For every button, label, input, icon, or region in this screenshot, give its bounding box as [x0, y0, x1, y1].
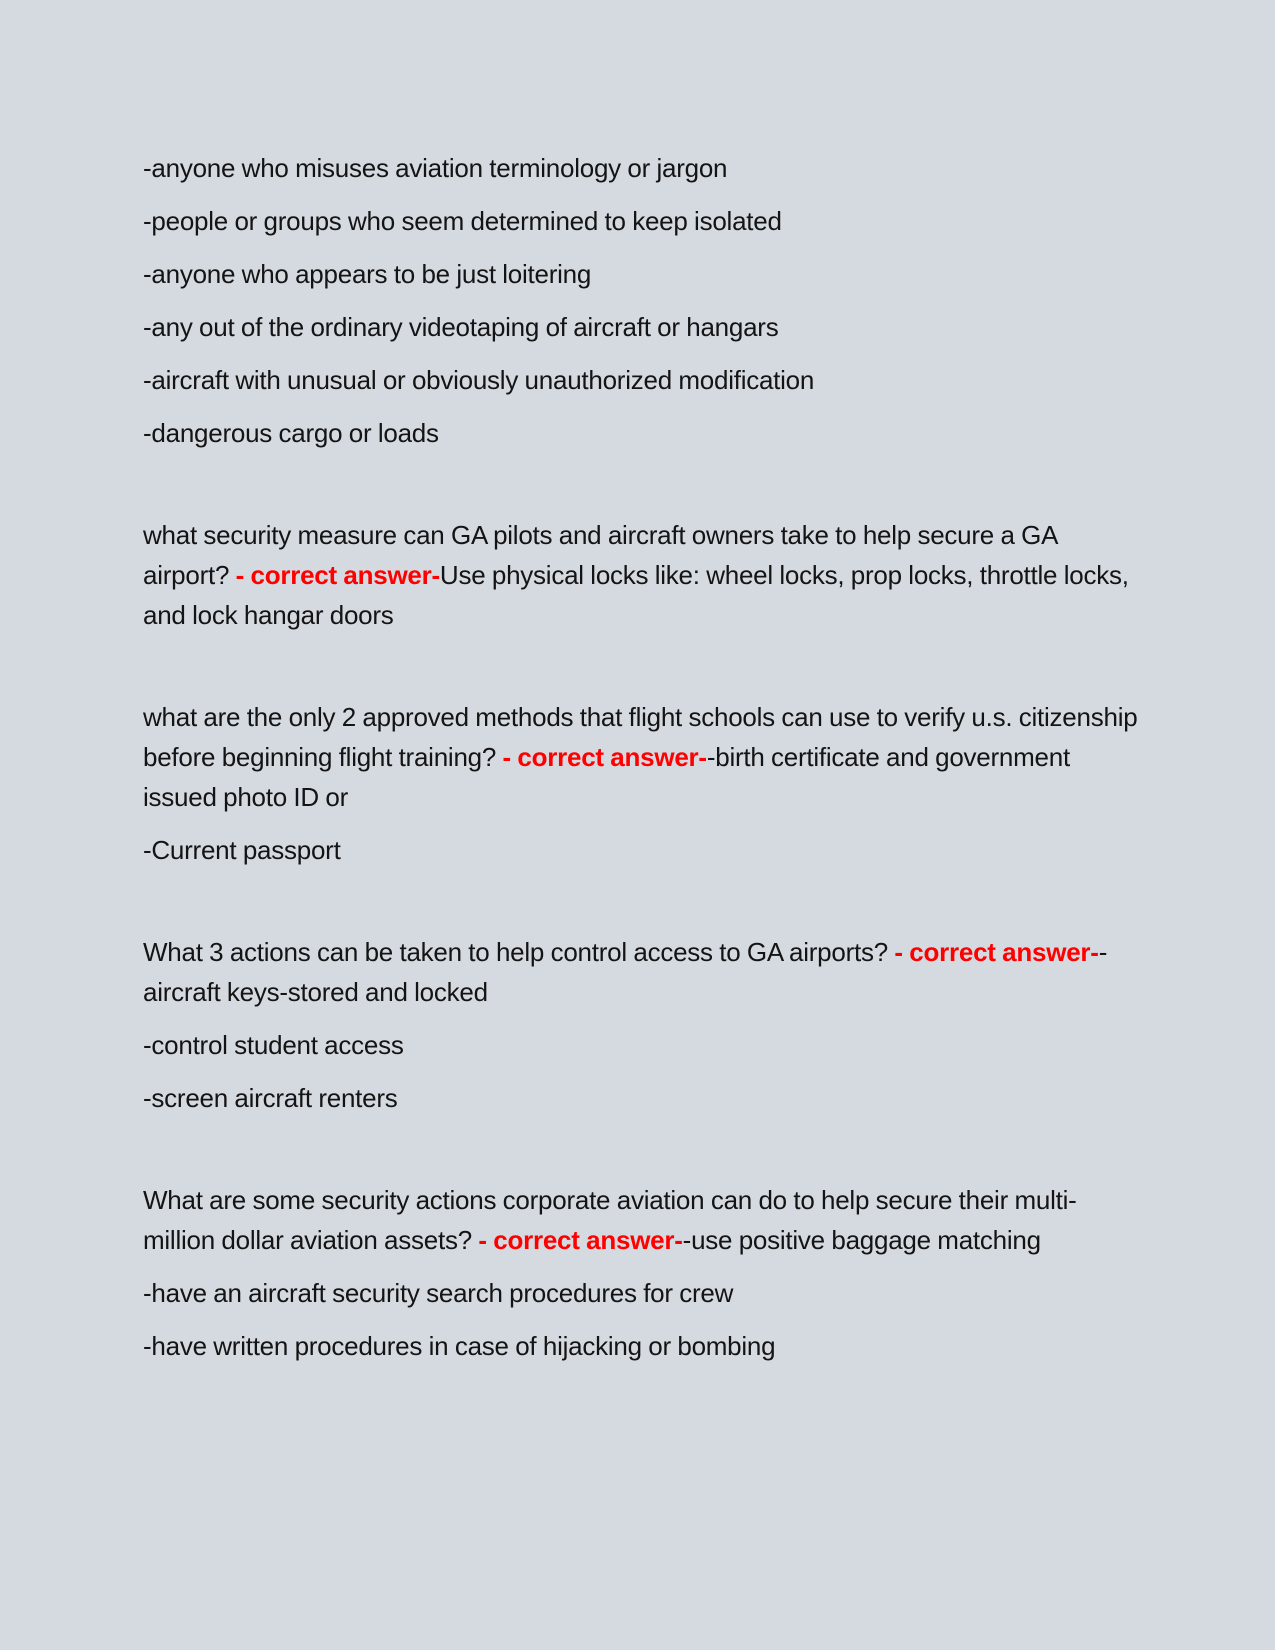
answer-text: -use positive baggage matching: [682, 1225, 1041, 1255]
bullet-line: -anyone who misuses aviation terminology or jargon: [143, 153, 728, 183]
correct-answer-marker: - correct answer-: [478, 1225, 683, 1255]
qa-paragraph: [143, 1180, 1148, 1260]
qa-paragraph: [143, 515, 1148, 635]
correct-answer-marker: - correct answer-: [502, 742, 707, 772]
bullet-line: -any out of the ordinary videotaping of aircraft or hangars: [143, 312, 779, 342]
question-text: What 3 actions can be taken to help control access to GA airports?: [143, 937, 895, 967]
question-text: what are the only 2 approved methods that flight schools can use to verify u.s. citizenship before beginning flight training?: [143, 702, 1138, 772]
qa-paragraph: [143, 932, 1148, 1012]
question-text: what security measure can GA pilots and aircraft owners take to help secure a GA airport?: [143, 520, 1057, 590]
bullet-line: -anyone who appears to be just loitering: [143, 259, 592, 289]
bullet-line: -control student access: [143, 1030, 404, 1060]
qa-paragraph: [143, 697, 1148, 817]
correct-answer-marker: - correct answer-: [894, 937, 1099, 967]
bullet-line: -have an aircraft security search procedures for crew: [143, 1278, 734, 1308]
bullet-line: -screen aircraft renters: [143, 1083, 398, 1113]
bullet-line: -Current passport: [143, 835, 341, 865]
bullet-line: -people or groups who seem determined to keep isolated: [143, 206, 782, 236]
bullet-line: -dangerous cargo or loads: [143, 418, 439, 448]
bullet-line: -aircraft with unusual or obviously unauthorized modification: [143, 365, 815, 395]
answer-text: -birth certificate and government issued photo ID or: [143, 742, 1070, 812]
answer-text: -aircraft keys-stored and locked: [143, 937, 1108, 1007]
correct-answer-marker: - correct answer-: [235, 560, 440, 590]
bullet-line: -have written procedures in case of hijacking or bombing: [143, 1331, 776, 1361]
answer-text: Use physical locks like: wheel locks, prop locks, throttle locks, and lock hangar doors: [143, 560, 1129, 630]
question-text: What are some security actions corporate aviation can do to help secure their multi-million dollar aviation assets?: [143, 1185, 1077, 1255]
